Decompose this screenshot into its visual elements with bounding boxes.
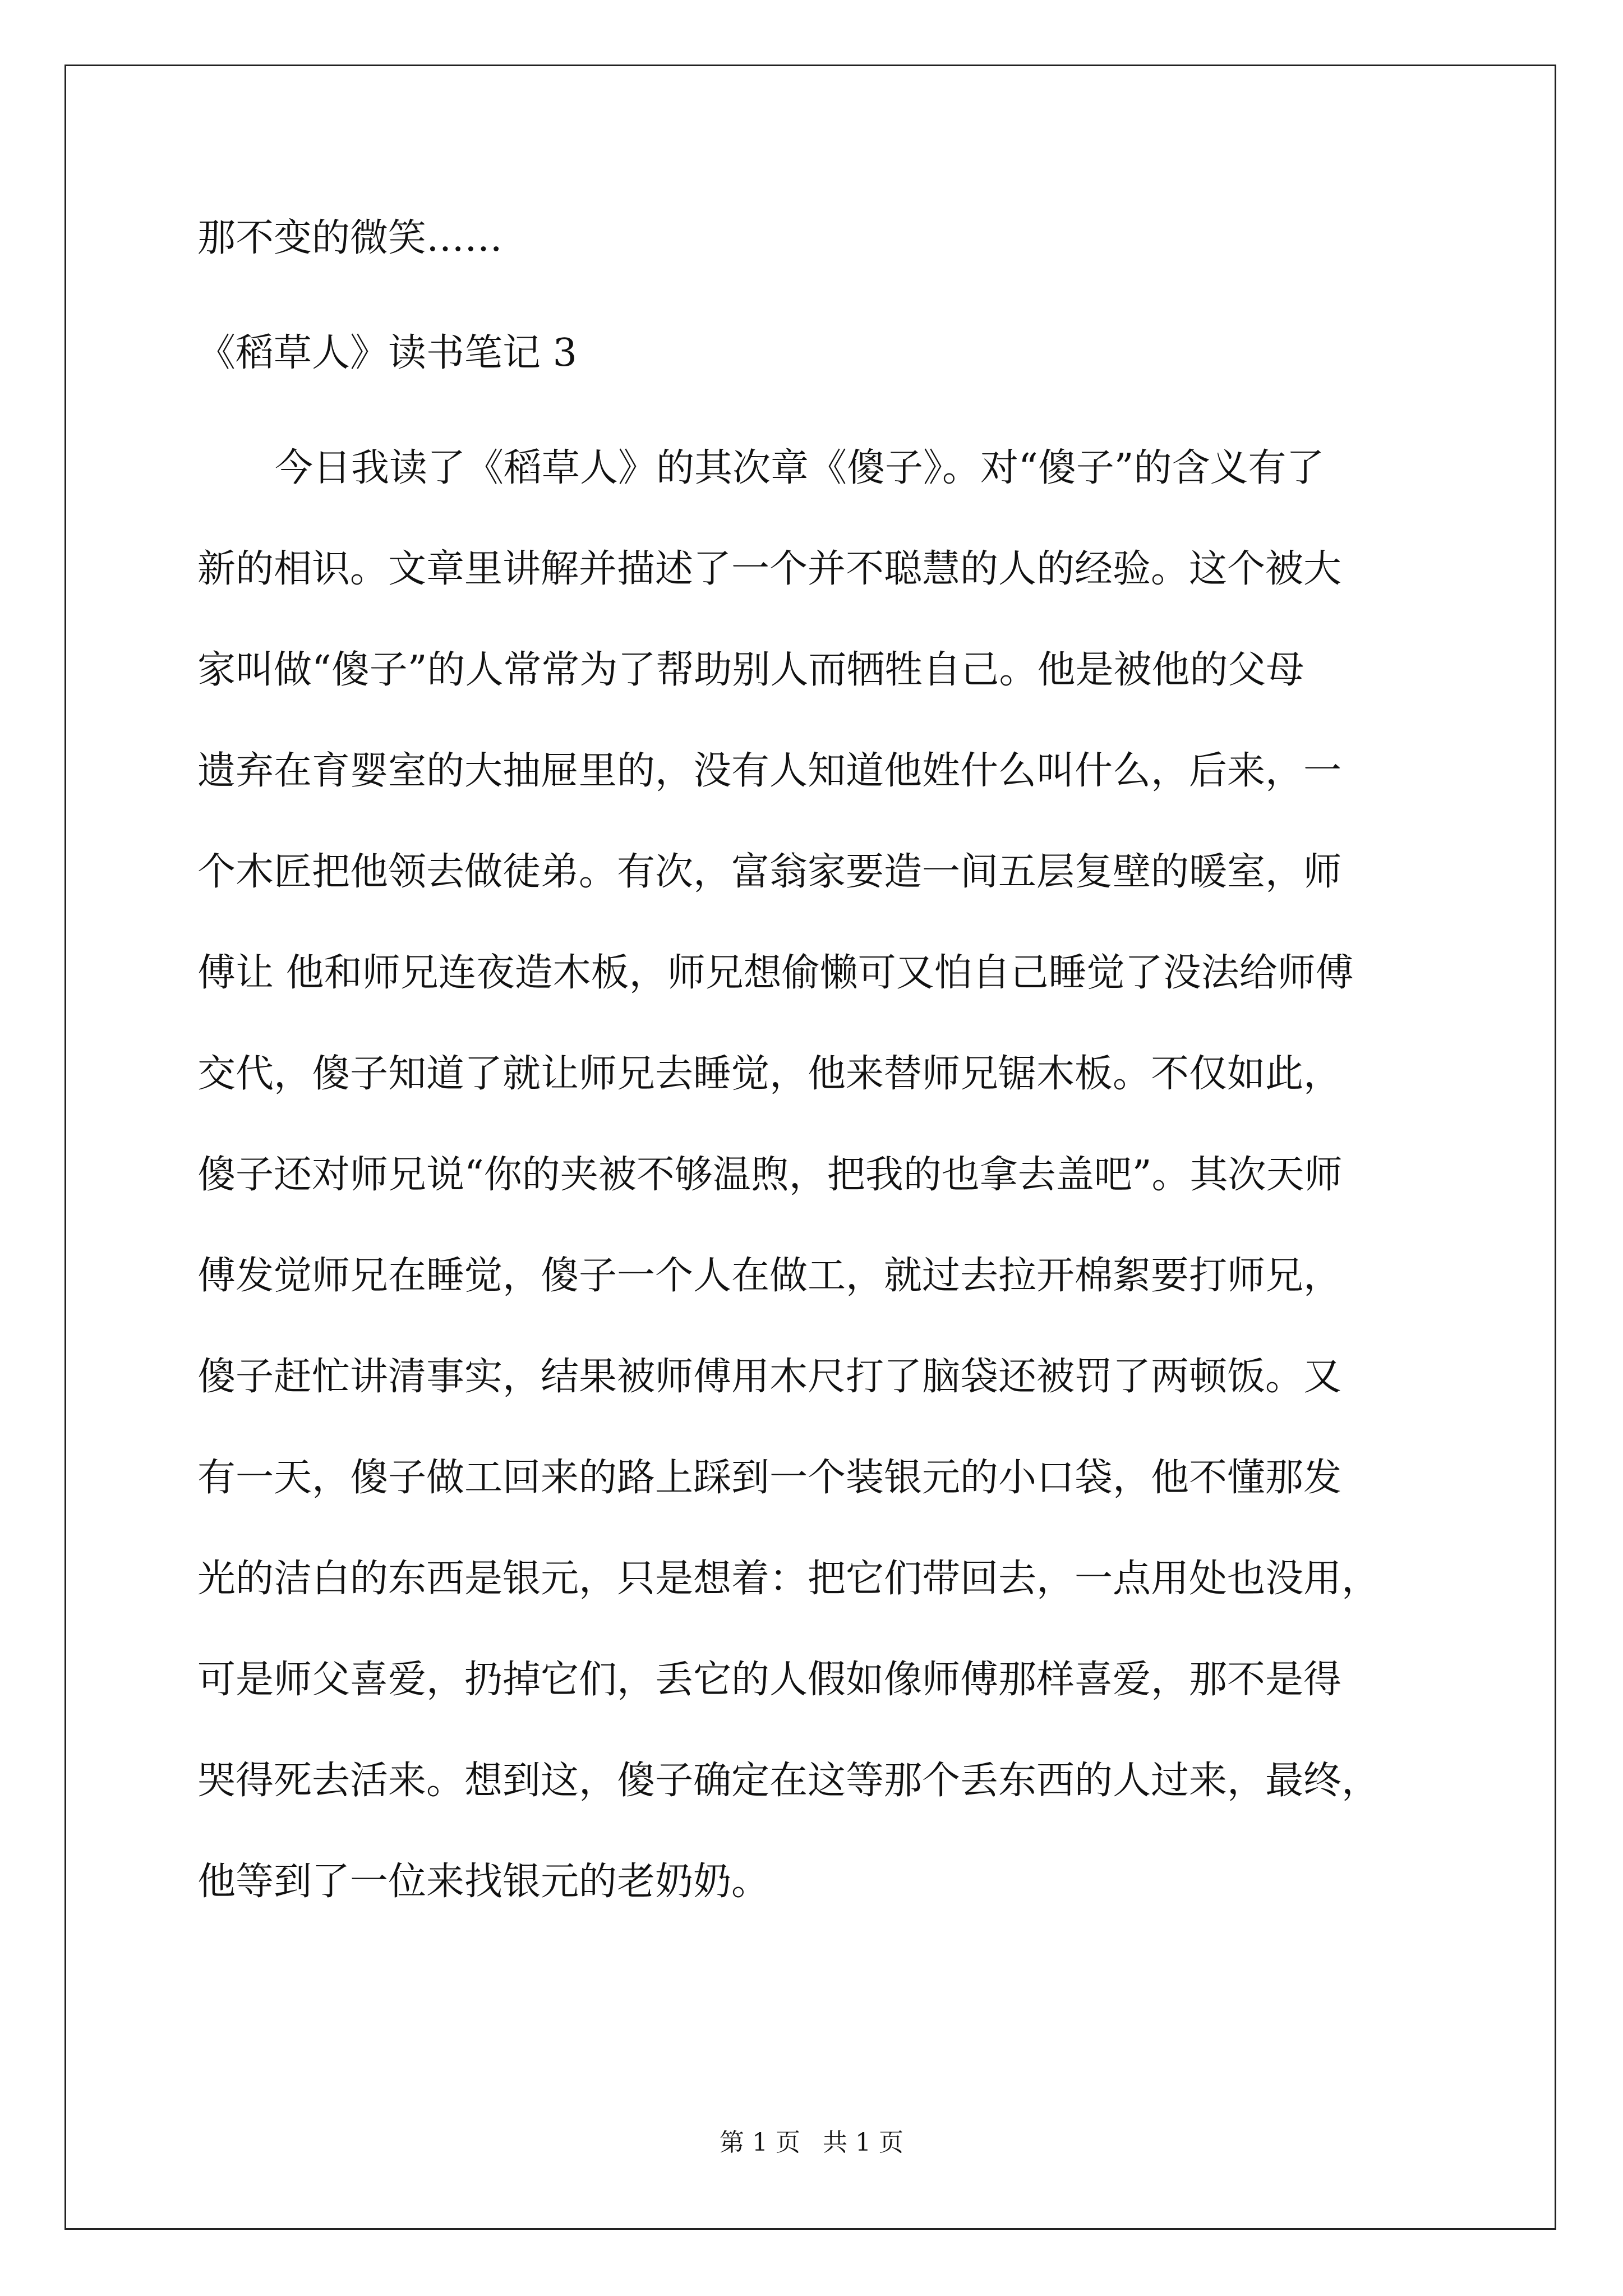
paragraph-line-10: 傻子赶忙讲清事实，结果被师傅用木尺打了脑袋还被罚了两顿饭。又 [197, 1355, 1342, 1399]
paragraph-line-13: 可是师父喜爱，扔掉它们，丢它的人假如像师傅那样喜爱，那不是得 [197, 1658, 1342, 1702]
paragraph-line-9: 傅发觉师兄在睡觉，傻子一个人在做工，就过去拉开棉絮要打师兄， [197, 1254, 1342, 1298]
paragraph-line-1: 今日我读了《稻草人》的其次章《傻子》。对“傻子”的含义有了 [275, 446, 1325, 490]
paragraph-line-8: 傻子还对师兄说“你的夹被不够温煦，把我的也拿去盖吧”。其次天师 [197, 1153, 1343, 1197]
paragraph-line-7: 交代，傻子知道了就让师兄去睡觉，他来替师兄锯木板。不仅如此， [197, 1052, 1342, 1096]
page-footer [0, 2126, 1623, 2160]
paragraph-line-5: 个木匠把他领去做徒弟。有次，富翁家要造一间五层复壁的暖室，师 [197, 850, 1342, 894]
paragraph-line-14: 哭得死去活来。想到这，傻子确定在这等那个丢东西的人过来，最终， [197, 1759, 1380, 1803]
page-number-current: 第 1 页 [720, 2128, 800, 2157]
paragraph-line-15: 他等到了一位来找银元的老奶奶。 [197, 1860, 770, 1904]
section-title: 《稻草人》读书笔记 3 [197, 331, 577, 375]
paragraph-line-4: 遗弃在育婴室的大抽屉里的，没有人知道他姓什么叫什么，后来，一 [197, 749, 1342, 793]
paragraph-line-11: 有一天，傻子做工回来的路上踩到一个装银元的小口袋，他不懂那发 [197, 1456, 1342, 1500]
paragraph-line-2: 新的相识。文章里讲解并描述了一个并不聪慧的人的经验。这个被大 [197, 547, 1342, 591]
paragraph-line-12: 光的洁白的东西是银元，只是想着：把它们带回去，一点用处也没用， [197, 1557, 1380, 1601]
paragraph-line-6: 傅让 他和师兄连夜造木板，师兄想偷懒可又怕自己睡觉了没法给师傅 [197, 951, 1354, 995]
paragraph-line-3: 家叫做“傻子”的人常常为了帮助别人而牺牲自己。他是被他的父母 [197, 648, 1304, 692]
page-number-total: 共 1 页 [823, 2128, 903, 2157]
text-line-1: 那不变的微笑…… [197, 216, 503, 260]
